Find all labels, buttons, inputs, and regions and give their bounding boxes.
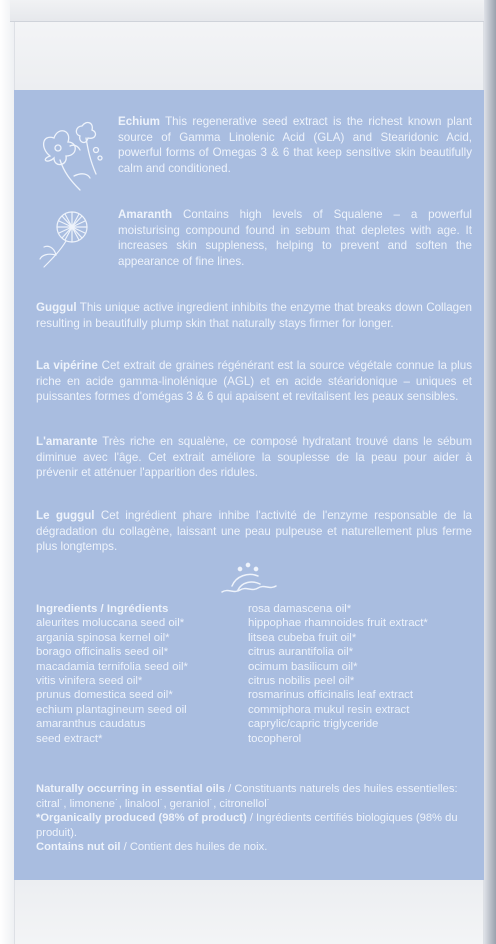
nut-oil-note — [36, 840, 472, 855]
echium-paragraph — [118, 114, 472, 176]
box-left-edge — [0, 0, 14, 944]
nut-oil-label: Contains nut oil — [36, 841, 121, 853]
organic-text: / Ingrédients certifiés biologiques (98% du produit). — [36, 812, 458, 839]
guggul-fr-paragraph — [36, 508, 472, 555]
ingredient-item: litsea cubeba fruit oil* — [248, 631, 357, 644]
ingredient-item: argania spinosa kernel oil* — [36, 631, 170, 644]
ingredients-panel — [14, 90, 484, 880]
guggul-fr-term: Le guggul — [36, 509, 95, 522]
ingredient-item: caprylic/capric triglyceride — [248, 718, 379, 731]
notes-block — [36, 782, 472, 855]
vipere-paragraph — [36, 358, 472, 405]
box-top-flap — [10, 0, 492, 22]
wave-sun-icon — [218, 560, 278, 594]
amaranth-paragraph — [118, 207, 472, 269]
ingredients-heading: Ingredients / Ingrédients — [36, 603, 169, 615]
vipere-text: Cet extrait de graines régénérant est la source végétale connue la plus riche en acide gamma-linolénique (AGL) et en acide stéaridonique – uniques et puissantes formes d'omégas 3 & 6 qui apaisent et revitalisent les peaux sensibles. — [36, 359, 473, 403]
ingredient-item: macadamia ternifolia seed oil* — [36, 660, 188, 673]
ingredient-item: rosmarinus officinalis leaf extract — [248, 689, 414, 702]
ingredient-item: hippophae rhamnoides fruit extract* — [248, 617, 428, 630]
amaranth-text: Contains high levels of Squalene – a powerful moisturising compound found in sebum that depletes with age. It increases skin suppleness, helping to prevent and soften the appearance of fine lines. — [118, 208, 472, 268]
ingredient-item: amaranthus caudatus — [36, 718, 146, 731]
ingredient-item: ocimum basilicum oil* — [248, 660, 358, 673]
ingredient-item: tocopherol — [248, 732, 302, 745]
ingredient-item: citrus aurantifolia oil* — [248, 646, 354, 659]
nut-oil-text: / Contient des huiles de noix. — [120, 841, 268, 853]
amarante-text: Très riche en squalène, ce composé hydratant trouvé dans le sébum diminue avec l'âge. Cet extrait améliore la souplesse de la peau pour aider à prévenir et atténuer l'apparition des ridules. — [36, 435, 472, 479]
ingredient-item: aleurites moluccana seed oil* — [36, 617, 185, 630]
organic-label: *Organically produced (98% of product) — [36, 812, 247, 824]
ingredient-item: commiphora mukul resin extract — [248, 703, 410, 716]
box-top-white-band — [14, 22, 484, 90]
ingredient-item: vitis vinifera seed oil* — [36, 675, 143, 688]
amaranth-term: Amaranth — [118, 208, 173, 221]
vipere-term: La vipérine — [36, 359, 98, 372]
ingredient-item: borago officinalis seed oil* — [36, 646, 169, 659]
guggul-paragraph — [36, 300, 472, 331]
amarante-term: L'amarante — [36, 435, 98, 448]
essential-oils-label: Naturally occurring in essential oils — [36, 783, 226, 795]
ingredients-left-column — [36, 602, 242, 746]
box-bottom-white-band — [14, 880, 484, 944]
ingredients-right-column — [248, 602, 474, 746]
essential-oils-text: / Constituants naturels des huiles essentielles: citral˙, limonene˙, linalool˙, geraniol˙, citronellol˙ — [36, 783, 458, 810]
guggul-text: This unique active ingredient inhibits the enzyme that breaks down Collagen resulting in beautifully plump skin that naturally stays firmer for longer. — [36, 301, 472, 330]
guggul-term: Guggul — [36, 301, 77, 314]
box-right-edge-shadow — [484, 0, 496, 944]
ingredient-item: seed extract* — [36, 732, 103, 745]
echium-flower-icon — [30, 116, 110, 196]
ingredient-item: echium plantagineum seed oil — [36, 703, 187, 716]
amarante-paragraph — [36, 434, 472, 481]
guggul-fr-text: Cet ingrédient phare inhibe l'activité de l'enzyme responsable de la dégradation du collagène, laissant une peau pulpeuse et naturellement plus ferme plus longtemps. — [36, 509, 472, 553]
echium-term: Echium — [118, 115, 160, 128]
ingredient-item: prunus domestica seed oil* — [36, 689, 173, 702]
ingredient-item: citrus nobilis peel oil* — [248, 675, 355, 688]
echium-text: This regenerative seed extract is the richest known plant source of Gamma Linolenic Acid (GLA) and Stearidonic Acid, powerful forms of Omegas 3 & 6 that keep sensitive skin beautifully calm and conditioned. — [118, 115, 472, 175]
organic-note — [36, 811, 472, 840]
amaranth-flower-icon — [34, 203, 104, 273]
ingredient-item: rosa damascena oil* — [248, 603, 352, 615]
essential-oils-note — [36, 782, 472, 811]
